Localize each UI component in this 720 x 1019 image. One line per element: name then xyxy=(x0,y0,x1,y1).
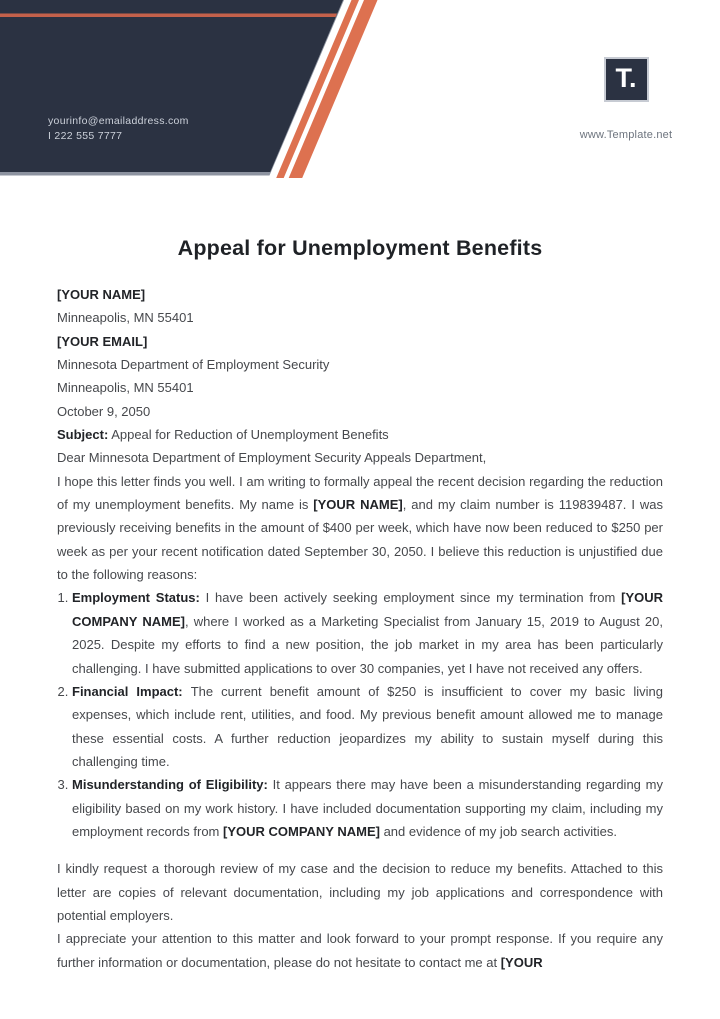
request-paragraph: I kindly request a thorough review of my case and the decision to reduce my benefits. Attached to this letter are copies of relevant documentation, including my job applications and correspondence with potential employers. xyxy=(57,861,663,923)
list-item-misunderstanding-eligibility: 3. Misunderstanding of Eligibility: It appears there may have been a misunderstanding regarding my eligibility based on my work history. I have included documentation supporting my claim, including my employment records from [YOUR COMPANY NAME] and evidence of my job search activities. xyxy=(72,773,663,843)
closing-paragraph: I appreciate your attention to this matter and look forward to your prompt response. If you require any further information or documentation, please do not hesitate to contact me at [YOUR xyxy=(57,931,663,970)
contact-email: yourinfo@emailaddress.com xyxy=(48,115,189,127)
website-url: www.Template.net xyxy=(579,129,673,141)
recipient-dept-line: Minnesota Department of Employment Security xyxy=(57,357,330,373)
list-item-financial-impact: 2. Financial Impact: The current benefit amount of $250 is insufficient to cover my basic living expenses, which include rent, utilities, and food. My previous benefit amount allowed me to manage these essential costs. A further reduction jeopardizes my ability to sustain myself during this challenging time. xyxy=(72,680,663,773)
appeal-reasons-list xyxy=(57,586,663,843)
recipient-city-line: Minneapolis, MN 55401 xyxy=(57,380,194,396)
sender-email-line: [YOUR EMAIL] xyxy=(57,333,148,349)
banner-orange-rule xyxy=(0,14,337,18)
sender-city-line: Minneapolis, MN 55401 xyxy=(57,310,194,326)
document-title: Appeal for Unemployment Benefits xyxy=(177,236,543,260)
subject-line: Subject: Appeal for Reduction of Unemployment Benefits xyxy=(57,427,389,443)
list-item-employment-status: 1. Employment Status: I have been actively seeking employment since my termination from [YOUR COMPANY NAME], where I worked as a Marketing Specialist from January 15, 2019 to August 20, 2025. Despite my efforts to find a new position, the job market in my area has been particularly challenging. I have submitted applications to over 30 companies, yet I have not received any offers. xyxy=(72,586,663,679)
brand-block xyxy=(578,57,674,141)
letterhead-contact xyxy=(48,114,189,143)
contact-phone: I 222 555 7777 xyxy=(48,129,123,142)
sender-name-line: [YOUR NAME] xyxy=(57,287,146,302)
document-body xyxy=(57,235,663,974)
greeting-line: Dear Minnesota Department of Employment Security Appeals Department, xyxy=(57,450,487,466)
template-logo-icon xyxy=(604,57,649,102)
date-line: October 9, 2050 xyxy=(57,403,151,419)
logo-letter: T. xyxy=(615,62,637,93)
letter-content xyxy=(57,283,663,974)
intro-paragraph: I hope this letter finds you well. I am writing to formally appeal the recent decision regarding the reduction of my unemployment benefits. My name is [YOUR NAME], and my claim number is 119839487. I was previously receiving benefits in the amount of $400 per week, which have now been reduced to $250 per week as per your recent notification dated September 30, 2050. I believe this reduction is unjustified due to the following reasons: xyxy=(57,473,663,583)
